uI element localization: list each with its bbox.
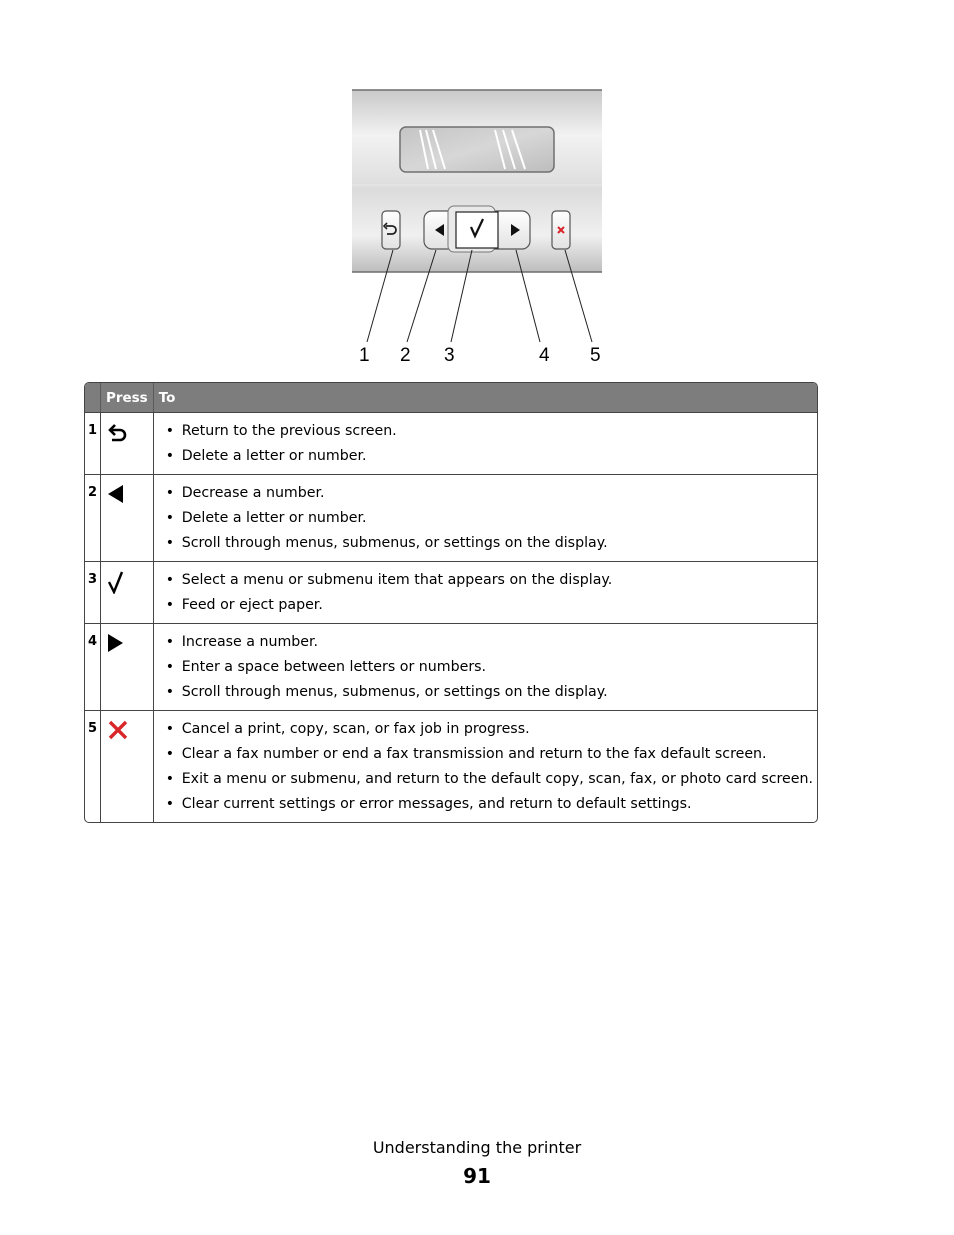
row-number: 3 <box>85 561 101 623</box>
action-list <box>166 630 813 705</box>
table-row <box>85 710 817 822</box>
checkmark-icon <box>106 570 130 594</box>
row-number: 4 <box>85 623 101 710</box>
row-number: 5 <box>85 710 101 822</box>
row-number: 2 <box>85 474 101 561</box>
page-number: 91 <box>463 1164 491 1188</box>
footer-section-title: Understanding the printer <box>372 1138 582 1157</box>
row-number: 1 <box>85 412 101 474</box>
action-list <box>166 481 813 556</box>
header-number <box>85 383 101 412</box>
list-item: • Scroll through menus, submenus, or settings on the display. <box>166 531 813 556</box>
list-item: • Clear a fax number or end a fax transmission and return to the fax default screen. <box>166 742 813 767</box>
printer-panel-illustration <box>340 80 620 370</box>
table-row <box>85 474 817 561</box>
right-arrow-icon <box>106 632 130 654</box>
action-list <box>166 568 813 618</box>
list-item: • Increase a number. <box>166 630 813 655</box>
list-item: • Feed or eject paper. <box>166 593 813 618</box>
list-item: • Return to the previous screen. <box>166 419 813 444</box>
list-item: • Decrease a number. <box>166 481 813 506</box>
back-button-illustration <box>382 211 400 249</box>
back-arrow-icon <box>106 421 130 445</box>
display-screen <box>400 127 554 172</box>
header-to: To <box>154 383 817 412</box>
list-item: • Delete a letter or number. <box>166 506 813 531</box>
list-item: • Clear current settings or error messages, and return to default settings. <box>166 792 813 817</box>
callout-2: 2 <box>400 345 411 366</box>
table-row <box>85 561 817 623</box>
callout-1: 1 <box>359 345 370 366</box>
callout-3: 3 <box>444 345 455 366</box>
left-arrow-icon <box>106 483 130 505</box>
callout-5: 5 <box>590 345 601 366</box>
table-header-row <box>85 383 817 412</box>
header-press: Press <box>101 383 154 412</box>
table-row <box>85 412 817 474</box>
callout-4: 4 <box>539 345 550 366</box>
action-list <box>166 717 813 817</box>
list-item: • Cancel a print, copy, scan, or fax job in progress. <box>166 717 813 742</box>
list-item: • Exit a menu or submenu, and return to the default copy, scan, fax, or photo card screen. <box>166 767 813 792</box>
list-item: • Enter a space between letters or numbers. <box>166 655 813 680</box>
list-item: • Delete a letter or number. <box>166 444 813 469</box>
button-function-table <box>84 382 818 823</box>
cancel-x-icon <box>106 719 130 741</box>
list-item: • Select a menu or submenu item that appears on the display. <box>166 568 813 593</box>
action-list <box>166 419 813 469</box>
navigation-buttons-illustration <box>424 206 530 252</box>
table-row <box>85 623 817 710</box>
cancel-button-illustration <box>552 211 570 249</box>
list-item: • Scroll through menus, submenus, or settings on the display. <box>166 680 813 705</box>
